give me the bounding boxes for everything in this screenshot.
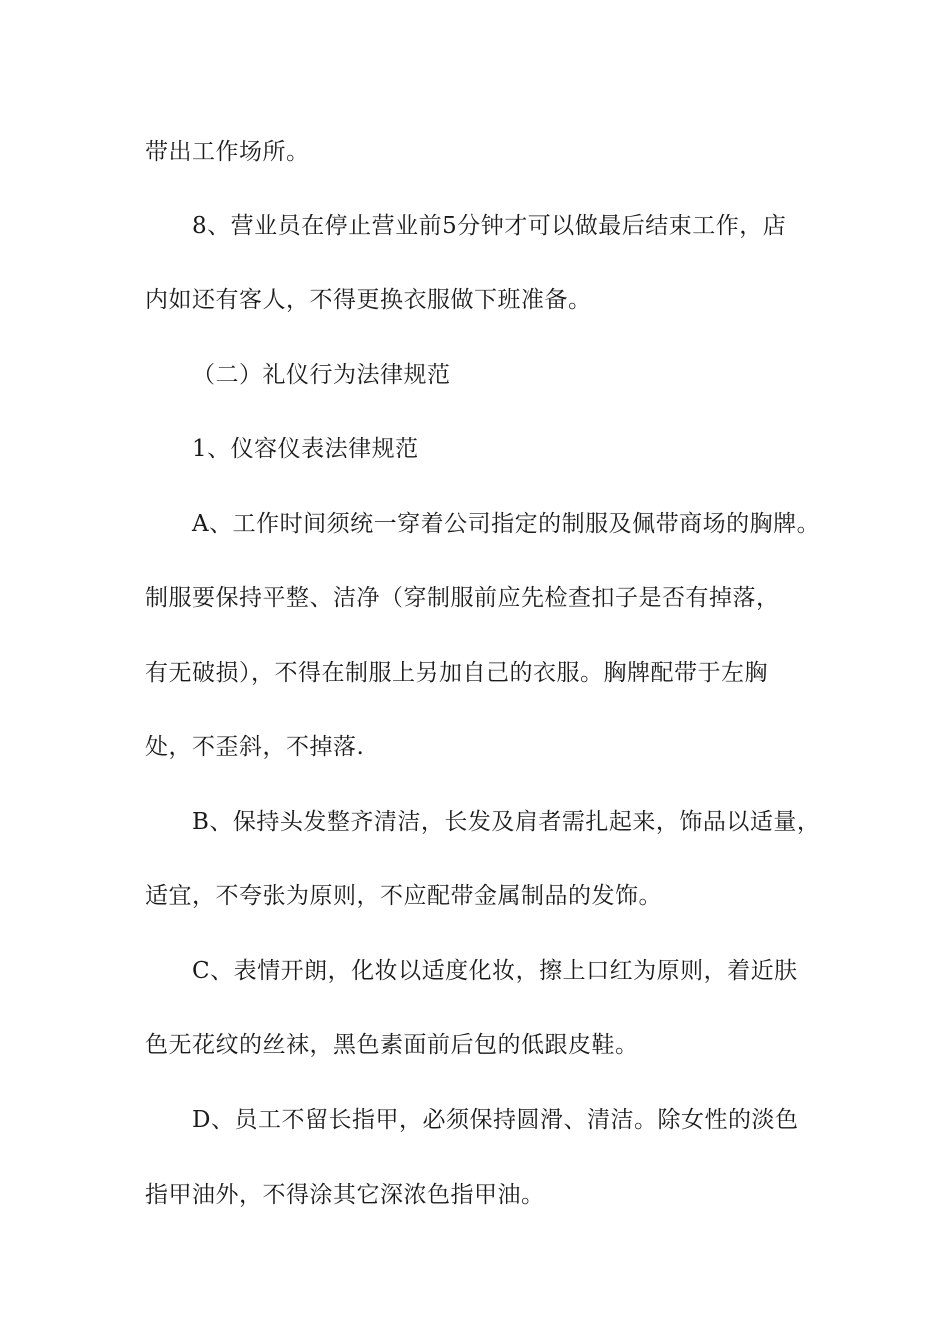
paragraph-line: B、保持头发整齐清洁，长发及肩者需扎起来，饰品以适量， — [192, 809, 821, 835]
section-heading: （二）礼仪行为法律规范 — [192, 362, 451, 388]
paragraph-line: C、表情开朗，化妆以适度化妆，擦上口红为原则，着近肤 — [192, 958, 798, 984]
paragraph-line: 内如还有客人，不得更换衣服做下班准备。 — [145, 287, 592, 313]
paragraph-line: 指甲油外，不得涂其它深浓色指甲油。 — [145, 1182, 545, 1208]
paragraph-line: 8、营业员在停止营业前5分钟才可以做最后结束工作，店 — [192, 213, 787, 239]
paragraph-line: D、员工不留长指甲，必须保持圆滑、清洁。除女性的淡色 — [192, 1107, 799, 1133]
paragraph-line: 色无花纹的丝袜，黑色素面前后包的低跟皮鞋。 — [145, 1032, 639, 1058]
paragraph-line: A、工作时间须统一穿着公司指定的制服及佩带商场的胸牌。 — [192, 511, 821, 537]
subsection-heading: 1、仪容仪表法律规范 — [192, 436, 419, 462]
paragraph-line: 有无破损），不得在制服上另加自己的衣服。胸牌配带于左胸 — [145, 660, 768, 686]
paragraph-line: 制服要保持平整、洁净（穿制服前应先检查扣子是否有掉落， — [145, 585, 780, 611]
paragraph-line: 带出工作场所。 — [145, 139, 310, 165]
paragraph-line: 处，不歪斜，不掉落. — [145, 734, 365, 760]
paragraph-line: 适宜，不夸张为原则，不应配带金属制品的发饰。 — [145, 883, 662, 909]
